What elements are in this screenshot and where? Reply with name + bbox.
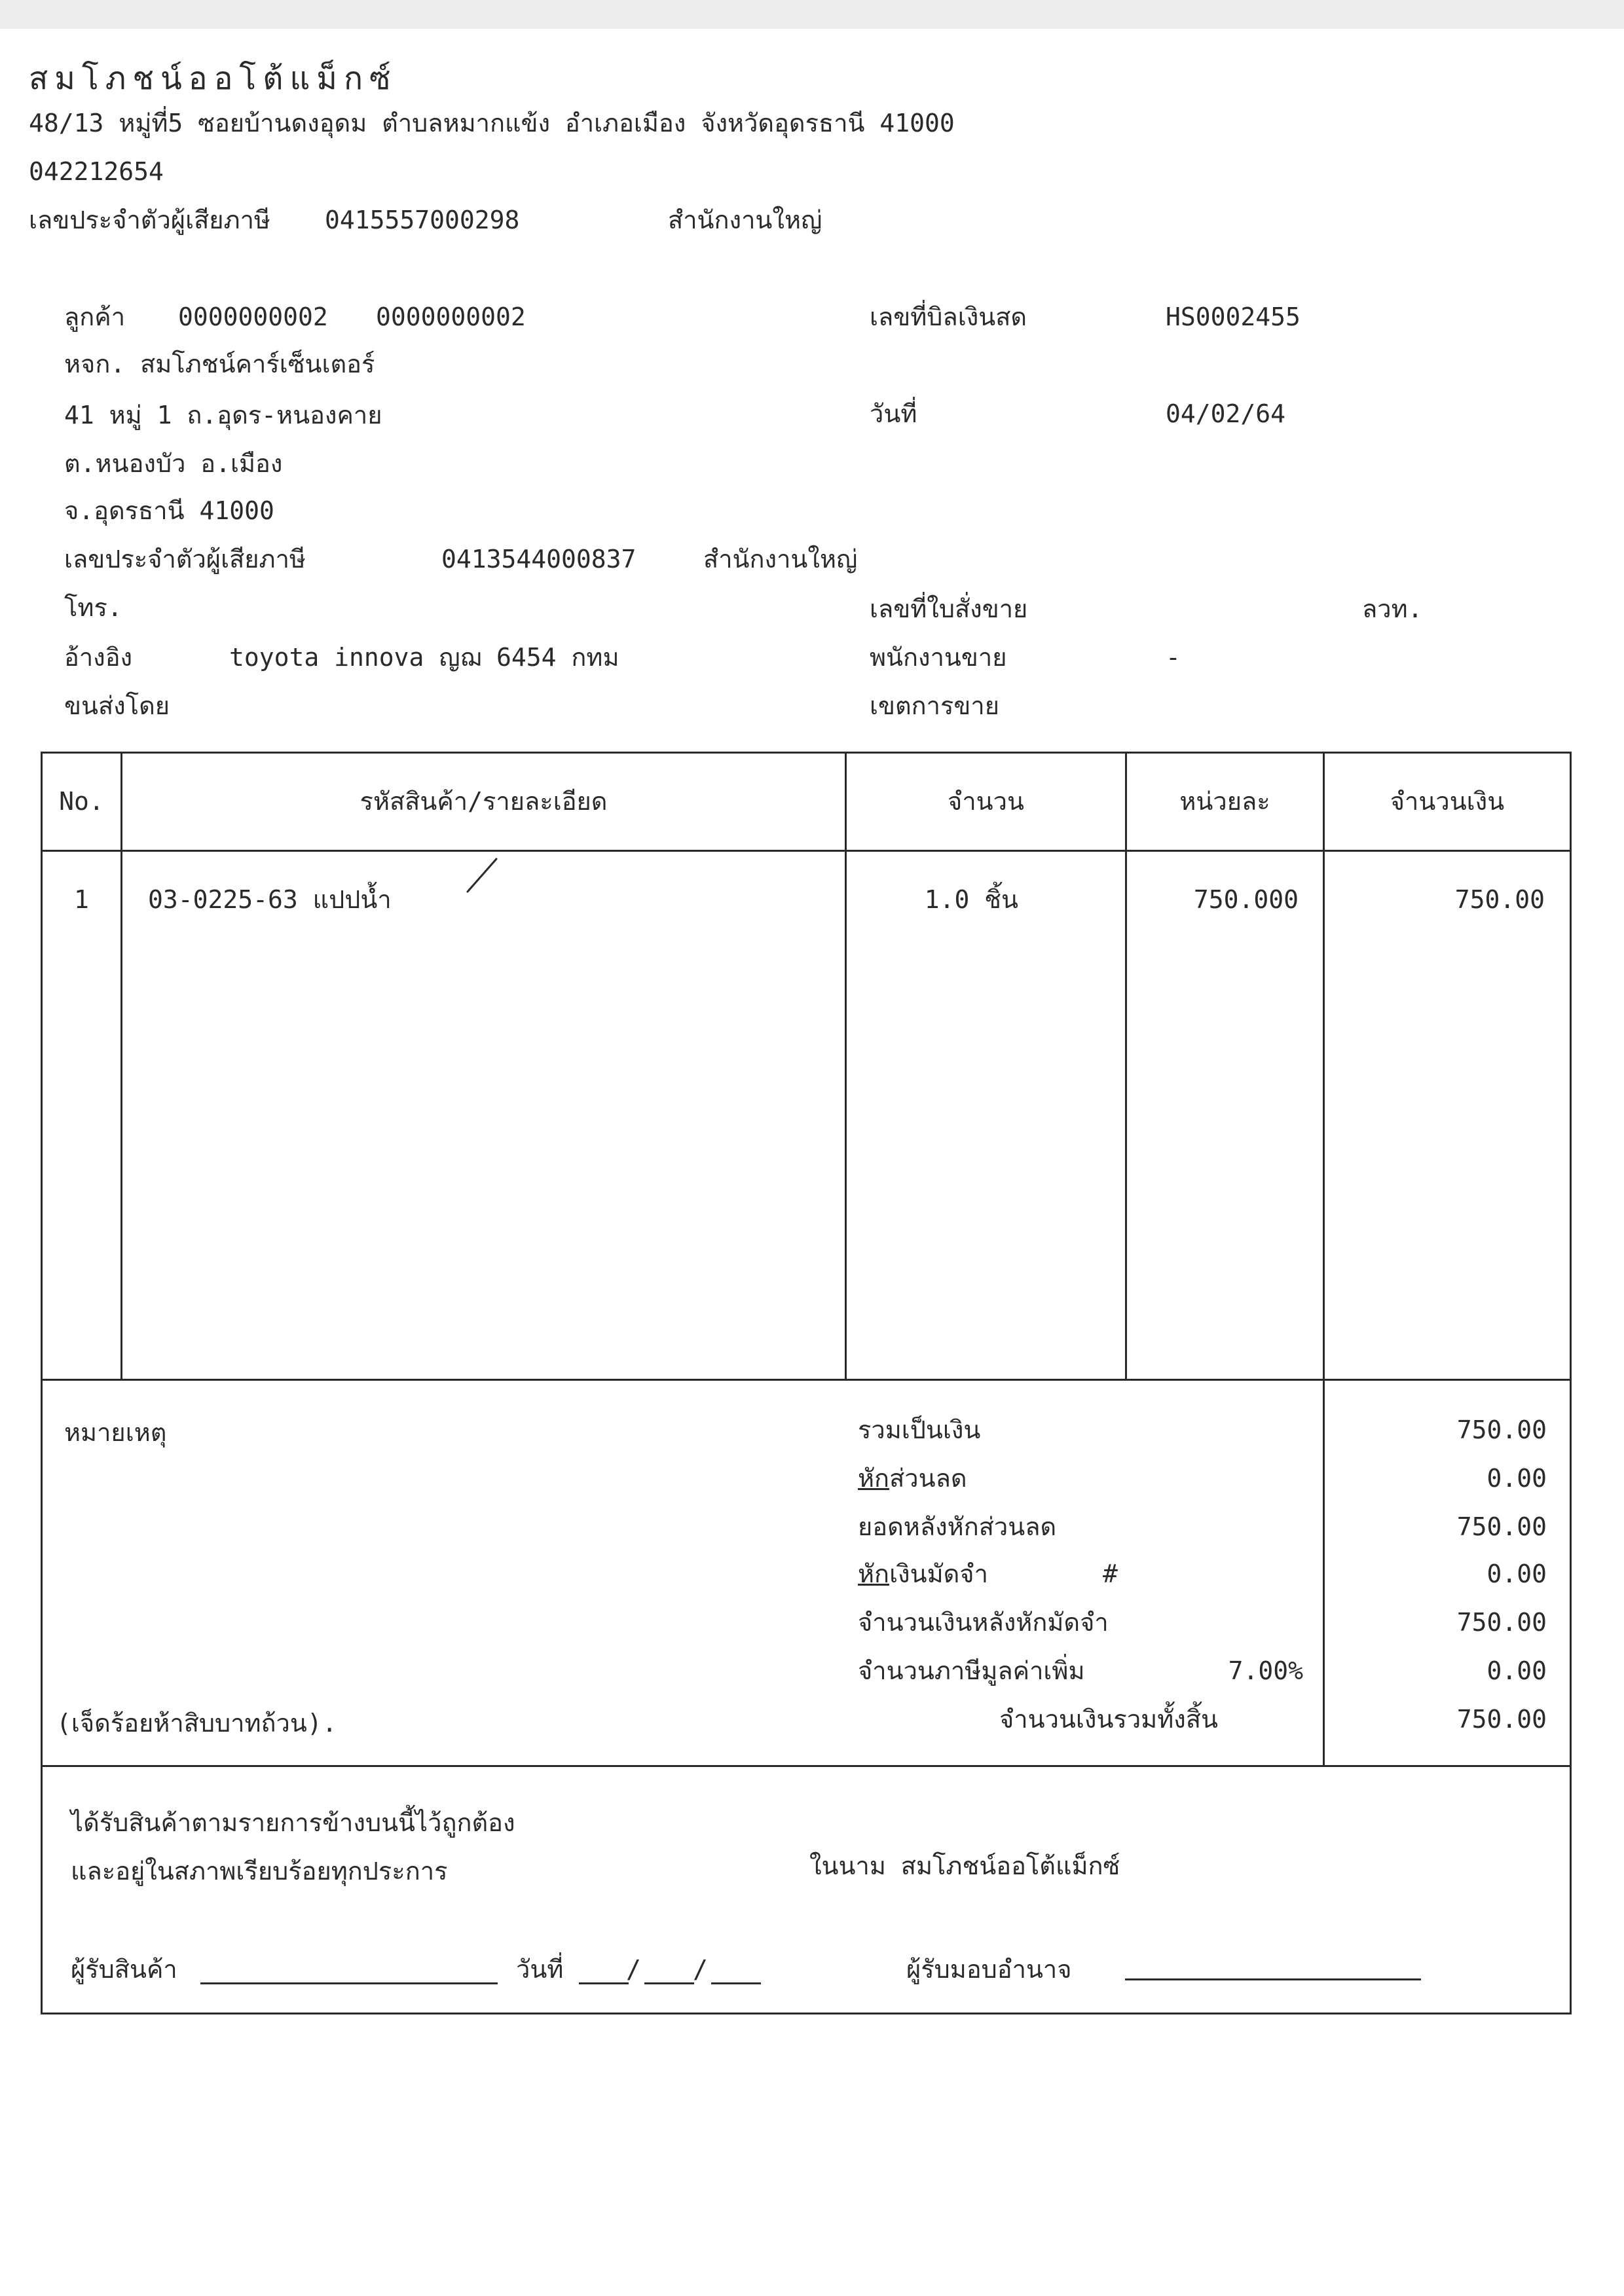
invoice-date: 04/02/64 bbox=[1166, 399, 1286, 428]
table-header-border bbox=[41, 850, 1572, 852]
receipt-statement-1: ได้รับสินค้าตามรายการข้างบนนี้ไว้ถูกต้อง bbox=[71, 1808, 515, 1837]
subtotal-label: รวมเป็นเงิน bbox=[858, 1415, 981, 1444]
deposit-label-prefix: หัก bbox=[858, 1559, 890, 1588]
date-label: วันที่ bbox=[870, 399, 917, 428]
customer-address-2: ต.หนองบัว อ.เมือง bbox=[64, 449, 283, 478]
customer-tax-id-label: เลขประจำตัวผู้เสียภาษี bbox=[64, 545, 306, 574]
bill-no-label: เลขที่บิลเงินสด bbox=[870, 302, 1027, 331]
header-unit-price: หน่วยละ bbox=[1179, 787, 1270, 816]
reference-label: อ้างอิง bbox=[64, 643, 133, 672]
column-divider-2 bbox=[845, 752, 847, 1379]
authorized-label: ผู้รับมอบอำนาจ bbox=[906, 1955, 1072, 1984]
table-right-border bbox=[1570, 752, 1572, 2014]
after-discount-label: ยอดหลังหักส่วนลด bbox=[858, 1512, 1057, 1541]
receive-date-day-line[interactable] bbox=[579, 1982, 629, 1984]
company-tax-id-label: เลขประจำตัวผู้เสียภาษี bbox=[29, 206, 270, 234]
salesman-label: พนักงานขาย bbox=[870, 643, 1007, 672]
customer-code-2: 0000000002 bbox=[376, 302, 526, 331]
amount-in-words: (เจ็ดร้อยห้าสิบบาทถ้วน). bbox=[56, 1709, 337, 1738]
discount-label-prefix: หัก bbox=[858, 1464, 890, 1493]
deposit-label-text: เงินมัดจำ bbox=[889, 1559, 988, 1588]
vat-rate: 7.00% bbox=[1228, 1656, 1303, 1685]
customer-tax-id: 0413544000837 bbox=[441, 545, 637, 574]
company-name: สมโภชน์ออโต้แม็กซ์ bbox=[29, 60, 397, 97]
receive-date-label: วันที่ bbox=[516, 1955, 564, 1984]
discount-label bbox=[858, 1463, 967, 1494]
table-top-border bbox=[41, 752, 1572, 754]
date-slash-1: / bbox=[626, 1955, 641, 1984]
deposit-label bbox=[858, 1558, 988, 1590]
ship-by-label: ขนส่งโดย bbox=[64, 691, 170, 720]
header-amount: จำนวนเงิน bbox=[1390, 787, 1505, 816]
handwritten-tick-mark bbox=[462, 855, 502, 896]
subtotal-value: 750.00 bbox=[1456, 1415, 1547, 1444]
authorized-signature-line[interactable] bbox=[1125, 1978, 1421, 1980]
remark-label: หมายเหตุ bbox=[64, 1418, 167, 1447]
company-address: 48/13 หมู่ที่5 ซอยบ้านดงอุดม ตำบลหมากแข้ง อำเภอเมือง จังหวัดอุดรธานี 41000 bbox=[29, 109, 955, 137]
row-no: 1 bbox=[74, 885, 89, 914]
company-tax-id: 0415557000298 bbox=[325, 206, 520, 234]
header-description: รหัสสินค้า/รายละเอียด bbox=[360, 787, 608, 816]
customer-address-3: จ.อุดรธานี 41000 bbox=[64, 496, 274, 525]
vat-label: จำนวนภาษีมูลค่าเพิ่ม bbox=[858, 1656, 1085, 1685]
table-left-border bbox=[41, 752, 43, 2014]
receiver-label: ผู้รับสินค้า bbox=[71, 1955, 177, 1984]
table-bottom-border bbox=[41, 1379, 1572, 1381]
footer-bottom-border bbox=[41, 2013, 1572, 2014]
row-amount: 750.00 bbox=[1454, 885, 1545, 914]
discount-value: 0.00 bbox=[1486, 1464, 1547, 1493]
customer-code-1: 0000000002 bbox=[178, 302, 328, 331]
customer-branch: สำนักงานใหญ่ bbox=[703, 545, 858, 574]
row-quantity: 1.0 ชิ้น bbox=[924, 885, 1018, 914]
salesman-value: - bbox=[1166, 643, 1181, 672]
customer-phone-label: โทร. bbox=[64, 593, 122, 622]
company-phone: 042212654 bbox=[29, 157, 164, 186]
column-divider-3 bbox=[1125, 752, 1127, 1379]
after-deposit-value: 750.00 bbox=[1456, 1608, 1547, 1637]
receiver-signature-line[interactable] bbox=[200, 1982, 498, 1984]
scan-edge bbox=[0, 0, 1624, 29]
column-divider-1 bbox=[120, 752, 122, 1379]
row-description: 03-0225-63 แปปน้ำ bbox=[148, 885, 392, 914]
row-unit-price: 750.000 bbox=[1193, 885, 1299, 914]
after-deposit-label: จำนวนเงินหลังหักมัดจำ bbox=[858, 1608, 1109, 1637]
sales-order-value: ลวท. bbox=[1362, 594, 1423, 623]
grand-total-value: 750.00 bbox=[1456, 1705, 1547, 1734]
receipt-statement-2: และอยู่ในสภาพเรียบร้อยทุกประการ bbox=[71, 1857, 448, 1886]
summary-bottom-border bbox=[41, 1765, 1572, 1767]
reference-value: toyota innova ญฌ 6454 กทม bbox=[229, 643, 619, 672]
deposit-value: 0.00 bbox=[1486, 1559, 1547, 1588]
bill-no: HS0002455 bbox=[1166, 302, 1301, 331]
on-behalf-of: ในนาม สมโภชน์ออโต้แม็กซ์ bbox=[809, 1851, 1120, 1880]
customer-label: ลูกค้า bbox=[64, 302, 126, 331]
header-quantity: จำนวน bbox=[948, 787, 1024, 816]
company-branch: สำนักงานใหญ่ bbox=[668, 206, 822, 234]
receive-date-month-line[interactable] bbox=[644, 1982, 694, 1984]
grand-total-label: จำนวนเงินรวมทั้งสิ้น bbox=[999, 1705, 1218, 1734]
vat-value: 0.00 bbox=[1486, 1656, 1547, 1685]
date-slash-2: / bbox=[693, 1955, 708, 1984]
customer-address-1: 41 หมู่ 1 ถ.อุดร-หนองคาย bbox=[64, 401, 382, 429]
header-no: No. bbox=[59, 787, 104, 816]
sales-order-label: เลขที่ใบสั่งขาย bbox=[870, 594, 1028, 623]
deposit-hash: # bbox=[1103, 1559, 1118, 1588]
receive-date-year-line[interactable] bbox=[711, 1982, 761, 1984]
discount-label-text: ส่วนลด bbox=[889, 1464, 967, 1493]
after-discount-value: 750.00 bbox=[1456, 1512, 1547, 1541]
sales-area-label: เขตการขาย bbox=[870, 691, 999, 720]
customer-name: หจก. สมโภชน์คาร์เซ็นเตอร์ bbox=[64, 350, 375, 378]
